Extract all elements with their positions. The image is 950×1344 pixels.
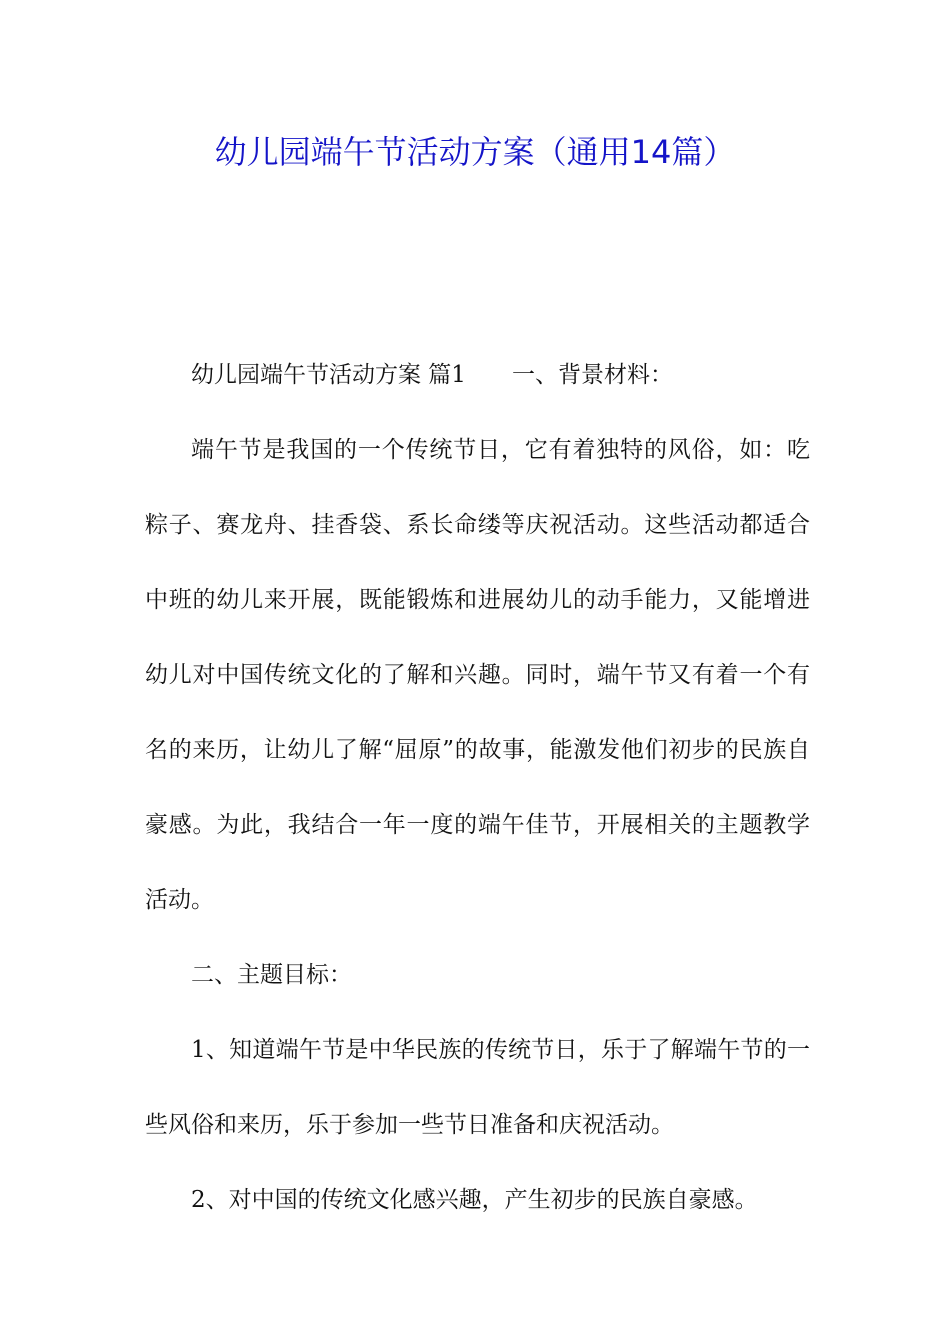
goal-item-1: 1、知道端午节是中华民族的传统节日，乐于了解端午节的一些风俗和来历，乐于参加一些节日准备和庆祝活动。	[145, 1037, 810, 1138]
subheading-goals: 二、主题目标：	[191, 962, 352, 988]
document-body	[145, 338, 810, 1238]
paragraph-background: 端午节是我国的一个传统节日，它有着独特的风俗，如：吃粽子、赛龙舟、挂香袋、系长命缕等庆祝活动。这些活动都适合中班的幼儿来开展，既能锻炼和进展幼儿的动手能力，又能增进幼儿对中国传统文化的了解和兴趣。同时，端午节又有着一个有名的来历，让幼儿了解“屈原”的故事，能激发他们初步的民族自豪感。为此，我结合一年一度的端午佳节，开展相关的主题教学活动。	[145, 437, 810, 913]
subheading-background: 一、背景材料：	[511, 362, 673, 388]
goal-item-2: 2、对中国的传统文化感兴趣，产生初步的民族自豪感。	[191, 1187, 758, 1213]
section-heading: 幼儿园端午节活动方案 篇1	[191, 362, 466, 388]
section-heading-line	[145, 338, 810, 413]
document-title: 幼儿园端午节活动方案（通用14篇）	[214, 133, 736, 171]
